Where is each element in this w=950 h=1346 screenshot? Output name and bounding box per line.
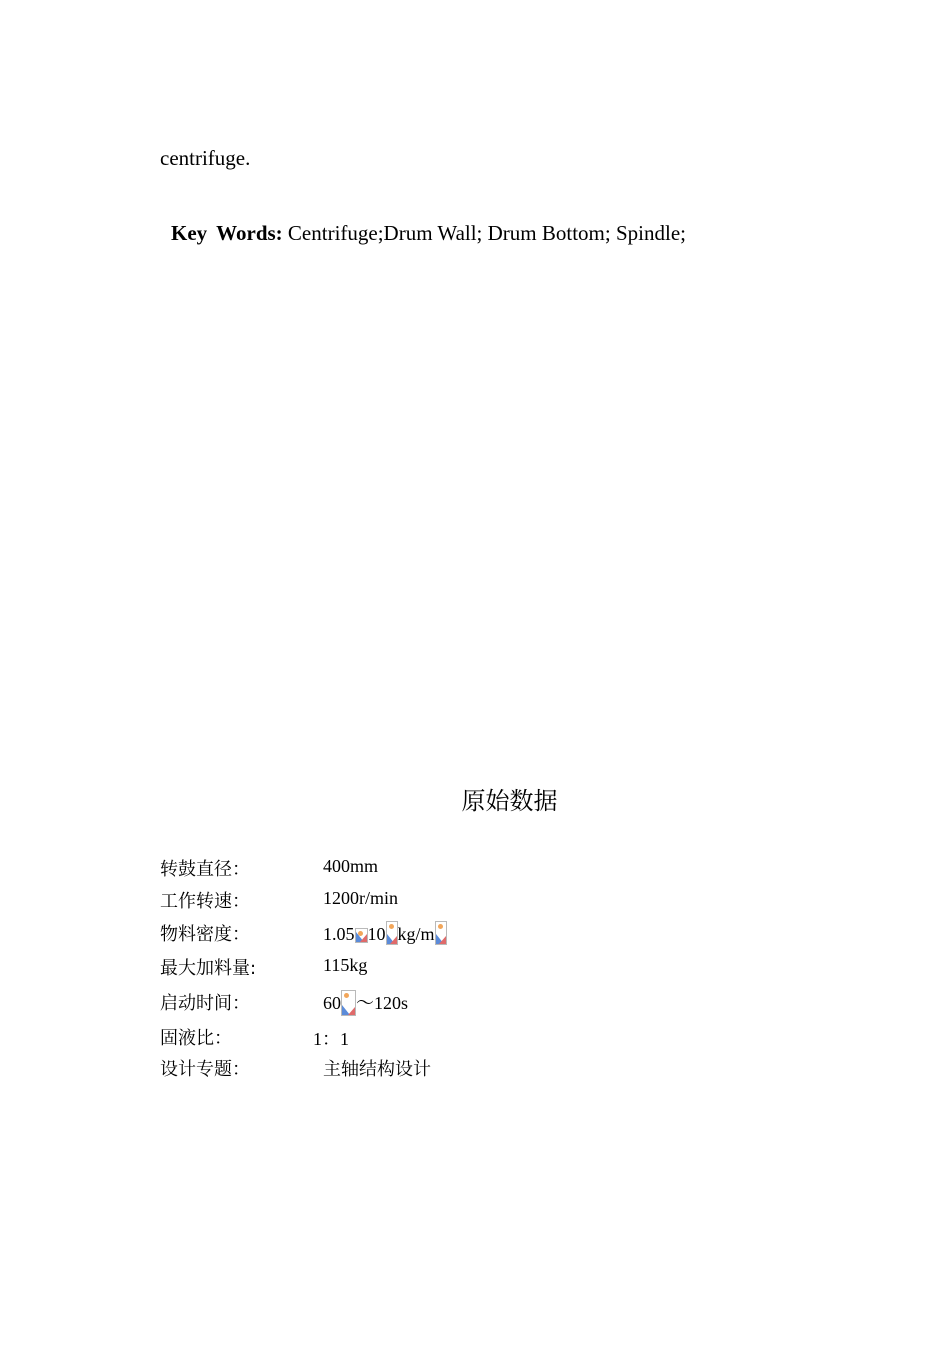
param-label-design-topic: 设计专题： (160, 1059, 250, 1080)
param-label-startup-time: 启动时间： (160, 993, 250, 1014)
param-label-max-load: 最大加料量: (160, 958, 257, 979)
param-value-design-topic: 主轴结构设计 (323, 1059, 431, 1080)
param-label-solid-liquid-ratio: 固液比： (160, 1028, 232, 1049)
abstract-tail-text: centrifuge. (160, 146, 251, 170)
param-label-working-speed: 工作转速： (160, 891, 250, 912)
param-label-drum-diameter: 转鼓直径： (160, 859, 250, 880)
keywords-text: Centrifuge;Drum Wall; Drum Bottom; Spindle; (282, 221, 686, 245)
keywords-line (171, 221, 686, 246)
param-value-drum-diameter: 400mm (323, 856, 379, 876)
density-coefficient: 1.05 (323, 924, 355, 944)
image-placeholder-icon (435, 921, 447, 945)
param-value-startup-time (323, 989, 408, 1016)
image-placeholder-icon (341, 990, 356, 1016)
param-label-material-density: 物料密度： (160, 924, 250, 945)
image-placeholder-icon (355, 928, 368, 943)
param-value-max-load: 115kg (323, 955, 368, 975)
param-value-material-density (323, 921, 447, 945)
density-base: 10 (367, 924, 386, 944)
image-placeholder-icon (386, 921, 398, 945)
startup-range: ～120s (356, 993, 409, 1013)
section-title: 原始数据 (461, 787, 558, 815)
density-unit: kg/m (397, 924, 435, 944)
keywords-label-words: Words: (216, 221, 283, 245)
keywords-label-key: Key (171, 221, 208, 245)
param-value-working-speed: 1200r/min (323, 888, 398, 908)
param-value-solid-liquid-ratio: 1：1 (313, 1029, 349, 1049)
startup-min: 60 (323, 993, 341, 1013)
